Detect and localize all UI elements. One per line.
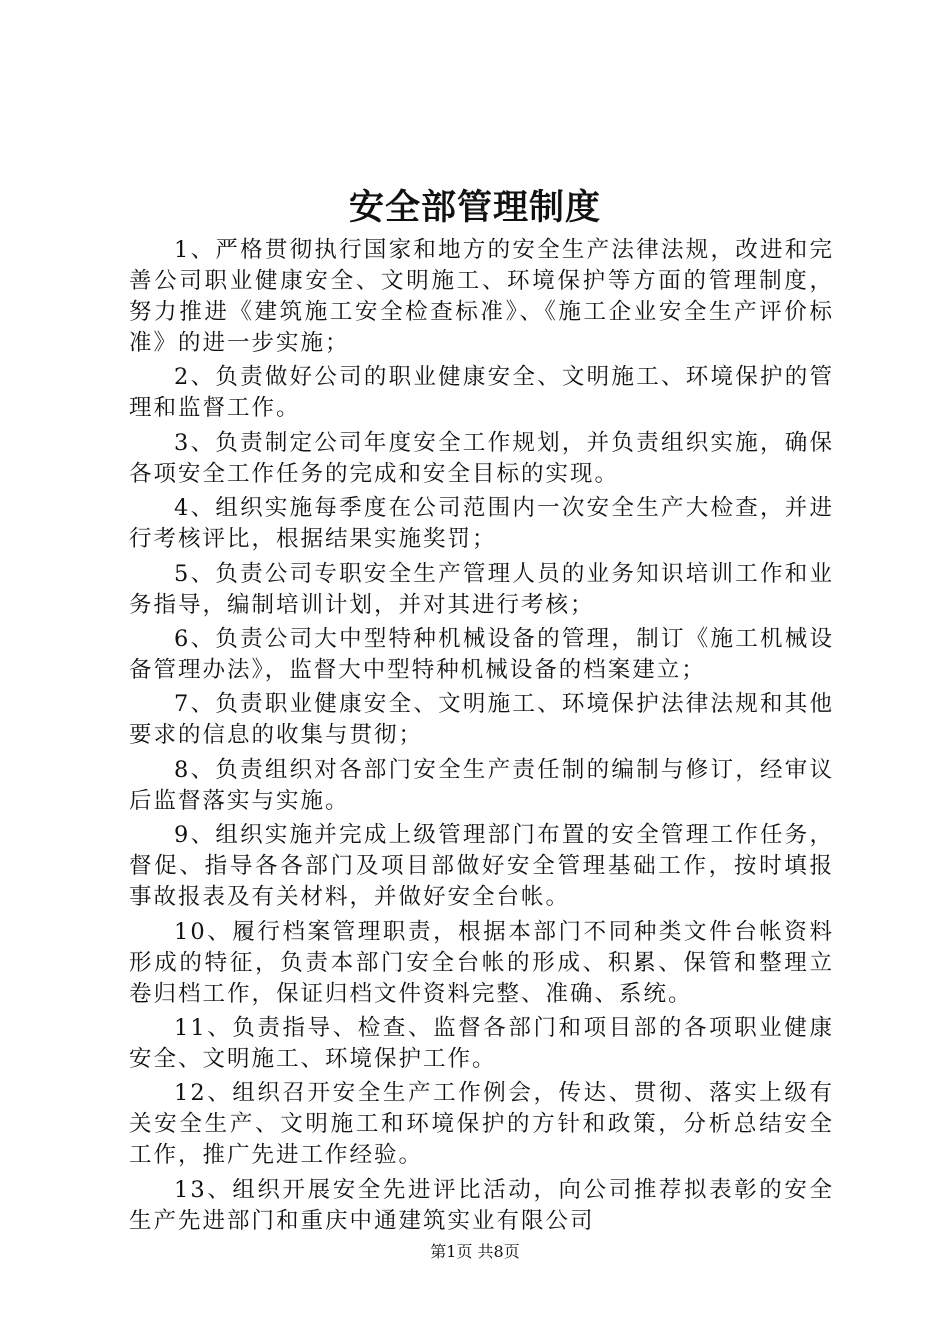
document-title: 安全部管理制度 [348, 187, 601, 228]
paragraph-11: 11、负责指导、检查、监督各部门和项目部的各项职业健康安全、文明施工、环境保护工作。 [129, 1014, 834, 1072]
paragraph-12: 12、组织召开安全生产工作例会，传达、贯彻、落实上级有关安全生产、文明施工和环境保护的方针和政策，分析总结安全工作，推广先进工作经验。 [129, 1080, 834, 1169]
paragraph-3: 3、负责制定公司年度安全工作规划，并负责组织实施，确保各项安全工作任务的完成和安全目标的实现。 [129, 429, 834, 487]
paragraph-1: 1、严格贯彻执行国家和地方的安全生产法律法规，改进和完善公司职业健康安全、文明施工、环境保护等方面的管理制度，努力推进《建筑施工安全检查标准》、《施工企业安全生产评价标准》的进一步实施； [129, 237, 834, 356]
page-footer: 第1页 共8页 [430, 1242, 520, 1261]
paragraph-10: 10、履行档案管理职责，根据本部门不同种类文件台帐资料形成的特征，负责本部门安全台帐的形成、积累、保管和整理立卷归档工作，保证归档文件资料完整、准确、系统。 [129, 918, 834, 1007]
paragraph-4: 4、组织实施每季度在公司范围内一次安全生产大检查，并进行考核评比，根据结果实施奖罚； [129, 495, 834, 553]
document-body [129, 235, 834, 1240]
paragraph-8: 8、负责组织对各部门安全生产责任制的编制与修订，经审议后监督落实与实施。 [129, 756, 834, 814]
paragraph-9: 9、组织实施并完成上级管理部门布置的安全管理工作任务，督促、指导各各部门及项目部做好安全管理基础工作，按时填报事故报表及有关材料，并做好安全台帐。 [129, 822, 834, 911]
paragraph-5: 5、负责公司专职安全生产管理人员的业务知识培训工作和业务指导，编制培训计划，并对其进行考核； [129, 560, 834, 618]
paragraph-7: 7、负责职业健康安全、文明施工、环境保护法律法规和其他要求的信息的收集与贯彻； [129, 691, 834, 749]
paragraph-2: 2、负责做好公司的职业健康安全、文明施工、环境保护的管理和监督工作。 [129, 364, 834, 422]
paragraph-13: 13、组织开展安全先进评比活动，向公司推荐拟表彰的安全生产先进部门和重庆中通建筑实业有限公司 [129, 1176, 834, 1234]
paragraph-6: 6、负责公司大中型特种机械设备的管理，制订《施工机械设备管理办法》，监督大中型特种机械设备的档案建立； [129, 625, 834, 683]
